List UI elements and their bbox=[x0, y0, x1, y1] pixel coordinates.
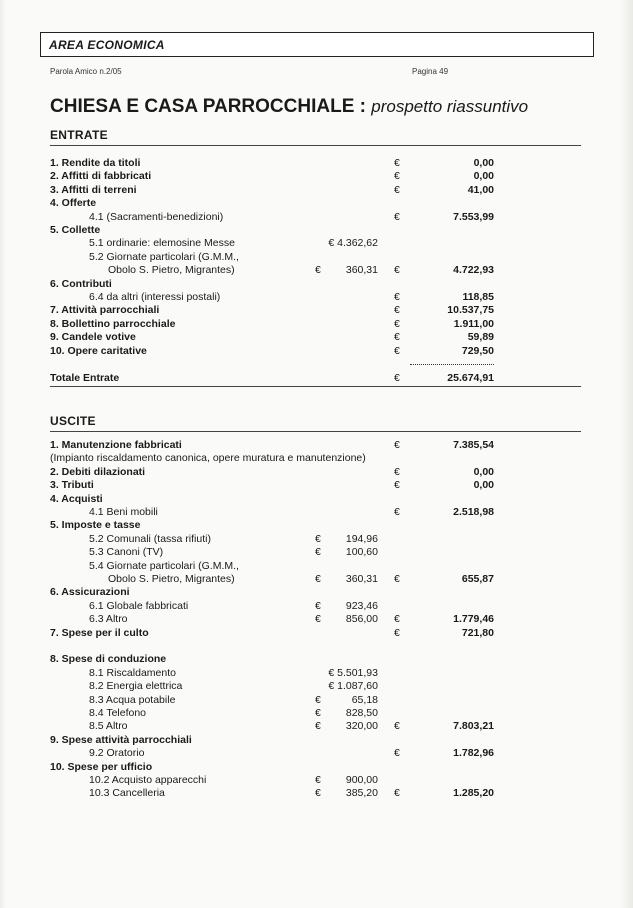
uscite-row bbox=[0, 533, 633, 546]
entrate-rule bbox=[50, 145, 581, 146]
uscite-row-label: 5. Imposte e tasse bbox=[50, 519, 141, 532]
uscite-row bbox=[0, 627, 633, 640]
uscite-row-subamount: 856,00 bbox=[345, 613, 378, 626]
uscite-row-label: 6. Assicurazioni bbox=[50, 586, 130, 599]
entrate-row-label: Obolo S. Pietro, Migrantes) bbox=[108, 264, 235, 277]
uscite-row-currency: € bbox=[394, 613, 400, 626]
uscite-row-amount: 1.779,46 bbox=[453, 613, 494, 626]
uscite-row bbox=[0, 774, 633, 787]
entrate-row-amount: 10.537,75 bbox=[447, 304, 494, 317]
entrate-row-amount: 59,89 bbox=[467, 331, 494, 344]
uscite-row-currency-sub: € bbox=[315, 532, 321, 545]
uscite-row-currency-sub: € bbox=[315, 613, 321, 626]
uscite-row-label: 4. Acquisti bbox=[50, 492, 103, 505]
uscite-row-label: 3. Tributi bbox=[50, 479, 94, 492]
total-entrate-currency: € bbox=[394, 372, 400, 384]
entrate-row bbox=[0, 211, 633, 224]
total-entrate-row bbox=[0, 372, 633, 385]
title-subtitle: prospetto riassuntivo bbox=[371, 97, 529, 116]
uscite-row-subamount: 320,00 bbox=[345, 720, 378, 733]
uscite-row-subamount: 385,20 bbox=[345, 787, 378, 800]
entrate-row bbox=[0, 264, 633, 277]
entrate-row-subamount: 360,31 bbox=[345, 264, 378, 277]
uscite-row bbox=[0, 600, 633, 613]
entrate-row bbox=[0, 184, 633, 197]
entrate-row bbox=[0, 291, 633, 304]
total-separator bbox=[410, 364, 494, 365]
uscite-row bbox=[0, 560, 633, 573]
entrate-row-currency-sub: € bbox=[315, 264, 321, 277]
uscite-rule bbox=[50, 431, 581, 432]
uscite-row-currency-sub: € bbox=[315, 573, 321, 585]
uscite-row bbox=[0, 466, 633, 479]
page-number: Pagina 49 bbox=[412, 67, 449, 76]
uscite-row-label: 7. Spese per il culto bbox=[50, 626, 149, 639]
entrate-row-amount: 41,00 bbox=[467, 183, 494, 196]
uscite-row bbox=[0, 439, 633, 452]
entrate-row-currency: € bbox=[394, 291, 400, 303]
section-header bbox=[40, 32, 594, 57]
uscite-row-subamount: 900,00 bbox=[345, 774, 378, 786]
entrate-row bbox=[0, 278, 633, 291]
uscite-row-label: 8. Spese di conduzione bbox=[50, 653, 167, 666]
uscite-row bbox=[0, 667, 633, 680]
uscite-row-amount: 655,87 bbox=[461, 573, 494, 585]
entrate-row-currency: € bbox=[394, 317, 400, 330]
uscite-row bbox=[0, 479, 633, 492]
uscite-row-label: 6.3 Altro bbox=[89, 613, 128, 626]
uscite-row-label: 8.1 Riscaldamento bbox=[89, 666, 176, 679]
uscite-row-subamount: 194,96 bbox=[345, 532, 378, 545]
entrate-row-amount: 729,50 bbox=[461, 344, 494, 357]
uscite-row-currency-sub: € bbox=[315, 693, 321, 706]
uscite-row-label: 10.3 Cancelleria bbox=[89, 787, 165, 800]
uscite-row-subamount: 65,18 bbox=[351, 693, 378, 706]
uscite-row-label: 4.1 Beni mobili bbox=[89, 506, 158, 518]
total-rule bbox=[50, 386, 581, 387]
entrate-row bbox=[0, 237, 633, 250]
uscite-row-currency: € bbox=[394, 626, 400, 639]
entrate-row-label: 1. Rendite da titoli bbox=[50, 157, 141, 169]
entrate-row bbox=[0, 224, 633, 237]
entrate-row bbox=[0, 304, 633, 317]
entrate-row-label: 4. Offerte bbox=[50, 197, 97, 210]
uscite-row bbox=[0, 546, 633, 559]
uscite-row bbox=[0, 680, 633, 693]
uscite-row-label: 10. Spese per ufficio bbox=[50, 760, 153, 773]
uscite-row-currency-sub: € bbox=[315, 720, 321, 733]
entrate-row-currency: € bbox=[394, 331, 400, 344]
total-entrate-label: Totale Entrate bbox=[50, 372, 120, 384]
uscite-row-currency: € bbox=[394, 747, 400, 760]
entrate-row-currency: € bbox=[394, 264, 400, 277]
entrate-row bbox=[0, 331, 633, 344]
publication-label: Parola Amico n.2/05 bbox=[50, 67, 122, 76]
uscite-row bbox=[0, 573, 633, 586]
uscite-row bbox=[0, 586, 633, 599]
entrate-row bbox=[0, 345, 633, 358]
uscite-row-currency: € bbox=[394, 465, 400, 478]
entrate-row-currency: € bbox=[394, 170, 400, 183]
uscite-row bbox=[0, 613, 633, 626]
uscite-row bbox=[0, 653, 633, 666]
entrate-row-label: 5.2 Giornate particolari (G.M.M., bbox=[89, 250, 239, 263]
entrate-row bbox=[0, 318, 633, 331]
uscite-row-currency-sub: € bbox=[315, 774, 321, 786]
uscite-heading: USCITE bbox=[50, 414, 96, 428]
uscite-row-currency-sub: € bbox=[315, 787, 321, 800]
entrate-row-amount: 0,00 bbox=[473, 170, 494, 183]
entrate-row-label: 5. Collette bbox=[50, 224, 101, 236]
uscite-row-subamount: 923,46 bbox=[345, 599, 378, 612]
entrate-row-label: 9. Candele votive bbox=[50, 331, 136, 344]
entrate-row bbox=[0, 197, 633, 210]
uscite-row bbox=[0, 747, 633, 760]
uscite-row bbox=[0, 734, 633, 747]
entrate-row-label: 10. Opere caritative bbox=[50, 344, 147, 357]
uscite-row-amount: 1.782,96 bbox=[453, 747, 494, 760]
uscite-row-subamount: € 5.501,93 bbox=[328, 666, 378, 679]
uscite-row bbox=[0, 519, 633, 532]
uscite-row-currency: € bbox=[394, 479, 400, 492]
uscite-row-currency-sub: € bbox=[315, 599, 321, 612]
uscite-row-amount: 7.385,54 bbox=[453, 439, 494, 451]
uscite-row-currency: € bbox=[394, 506, 400, 518]
uscite-row-amount: 2.518,98 bbox=[453, 506, 494, 518]
uscite-row-currency: € bbox=[394, 439, 400, 451]
entrate-row-label: 3. Affitti di terreni bbox=[50, 183, 137, 196]
entrate-row-label: 6. Contributi bbox=[50, 277, 112, 290]
uscite-row-label: (Impianto riscaldamento canonica, opere muratura e manutenzione) bbox=[50, 452, 366, 465]
uscite-row-label: 10.2 Acquisto apparecchi bbox=[89, 774, 207, 786]
uscite-row-label: 9.2 Oratorio bbox=[89, 747, 145, 760]
uscite-row-amount: 7.803,21 bbox=[453, 720, 494, 733]
uscite-row-amount: 0,00 bbox=[473, 479, 494, 492]
page-title bbox=[50, 96, 528, 118]
uscite-row-amount: 721,80 bbox=[461, 626, 494, 639]
uscite-row-subamount: € 1.087,60 bbox=[328, 680, 378, 693]
total-entrate-amount: 25.674,91 bbox=[447, 372, 494, 384]
uscite-row-amount: 0,00 bbox=[473, 465, 494, 478]
uscite-row bbox=[0, 761, 633, 774]
entrate-row-currency: € bbox=[394, 183, 400, 196]
entrate-row bbox=[0, 157, 633, 170]
uscite-row-label: 2. Debiti dilazionati bbox=[50, 465, 146, 478]
uscite-row bbox=[0, 720, 633, 733]
entrate-row-amount: 0,00 bbox=[473, 157, 494, 169]
uscite-row bbox=[0, 787, 633, 800]
title-main: CHIESA E CASA PARROCCHIALE : bbox=[50, 96, 366, 117]
entrate-row-subamount: € 4.362,62 bbox=[328, 237, 378, 250]
uscite-row-label: 8.5 Altro bbox=[89, 720, 128, 733]
uscite-row bbox=[0, 707, 633, 720]
entrate-row-amount: 118,85 bbox=[462, 291, 494, 303]
entrate-row-label: 5.1 ordinarie: elemosine Messe bbox=[89, 237, 235, 250]
uscite-row-currency-sub: € bbox=[315, 707, 321, 719]
entrate-row-amount: 1.911,00 bbox=[453, 317, 494, 330]
entrate-row-label: 8. Bollettino parrocchiale bbox=[50, 317, 176, 330]
uscite-row bbox=[0, 506, 633, 519]
entrate-row bbox=[0, 251, 633, 264]
uscite-row bbox=[0, 493, 633, 506]
entrate-row bbox=[0, 170, 633, 183]
entrate-row-currency: € bbox=[394, 157, 400, 169]
uscite-row-label: 5.2 Comunali (tassa rifiuti) bbox=[89, 532, 211, 545]
uscite-row-subamount: 100,60 bbox=[345, 546, 378, 559]
uscite-row-currency: € bbox=[394, 573, 400, 585]
uscite-row-label: Obolo S. Pietro, Migrantes) bbox=[108, 573, 235, 585]
uscite-row-label: 5.3 Canoni (TV) bbox=[89, 546, 164, 559]
uscite-row-currency-sub: € bbox=[315, 546, 321, 559]
uscite-row-label: 6.1 Globale fabbricati bbox=[89, 599, 189, 612]
uscite-row-label: 5.4 Giornate particolari (G.M.M., bbox=[89, 559, 239, 572]
entrate-row-currency: € bbox=[394, 210, 400, 223]
uscite-row-currency: € bbox=[394, 720, 400, 733]
uscite-row bbox=[0, 694, 633, 707]
entrate-row-amount: 7.553,99 bbox=[453, 210, 494, 223]
section-tag: AREA ECONOMICA bbox=[49, 38, 165, 52]
uscite-row-label: 9. Spese attività parrocchiali bbox=[50, 733, 192, 746]
uscite-row bbox=[0, 452, 633, 465]
entrate-row-label: 2. Affitti di fabbricati bbox=[50, 170, 152, 183]
entrate-row-currency: € bbox=[394, 304, 400, 317]
entrate-row-label: 7. Attività parrocchiali bbox=[50, 304, 160, 317]
entrate-row-amount: 4.722,93 bbox=[453, 264, 494, 277]
uscite-row-label: 8.2 Energia elettrica bbox=[89, 680, 183, 693]
uscite-row bbox=[0, 640, 633, 653]
uscite-row-subamount: 360,31 bbox=[345, 573, 378, 585]
entrate-row-label: 6.4 da altri (interessi postali) bbox=[89, 291, 221, 303]
entrate-row-label: 4.1 (Sacramenti-benedizioni) bbox=[89, 210, 224, 223]
entrate-heading: ENTRATE bbox=[50, 128, 108, 142]
uscite-row-label: 8.3 Acqua potabile bbox=[89, 693, 176, 706]
uscite-row-label: 1. Manutenzione fabbricati bbox=[50, 439, 182, 451]
uscite-row-currency: € bbox=[394, 787, 400, 800]
uscite-row-amount: 1.285,20 bbox=[453, 787, 494, 800]
uscite-row-label: 8.4 Telefono bbox=[89, 707, 147, 719]
uscite-row-subamount: 828,50 bbox=[345, 707, 378, 719]
entrate-row-currency: € bbox=[394, 344, 400, 357]
